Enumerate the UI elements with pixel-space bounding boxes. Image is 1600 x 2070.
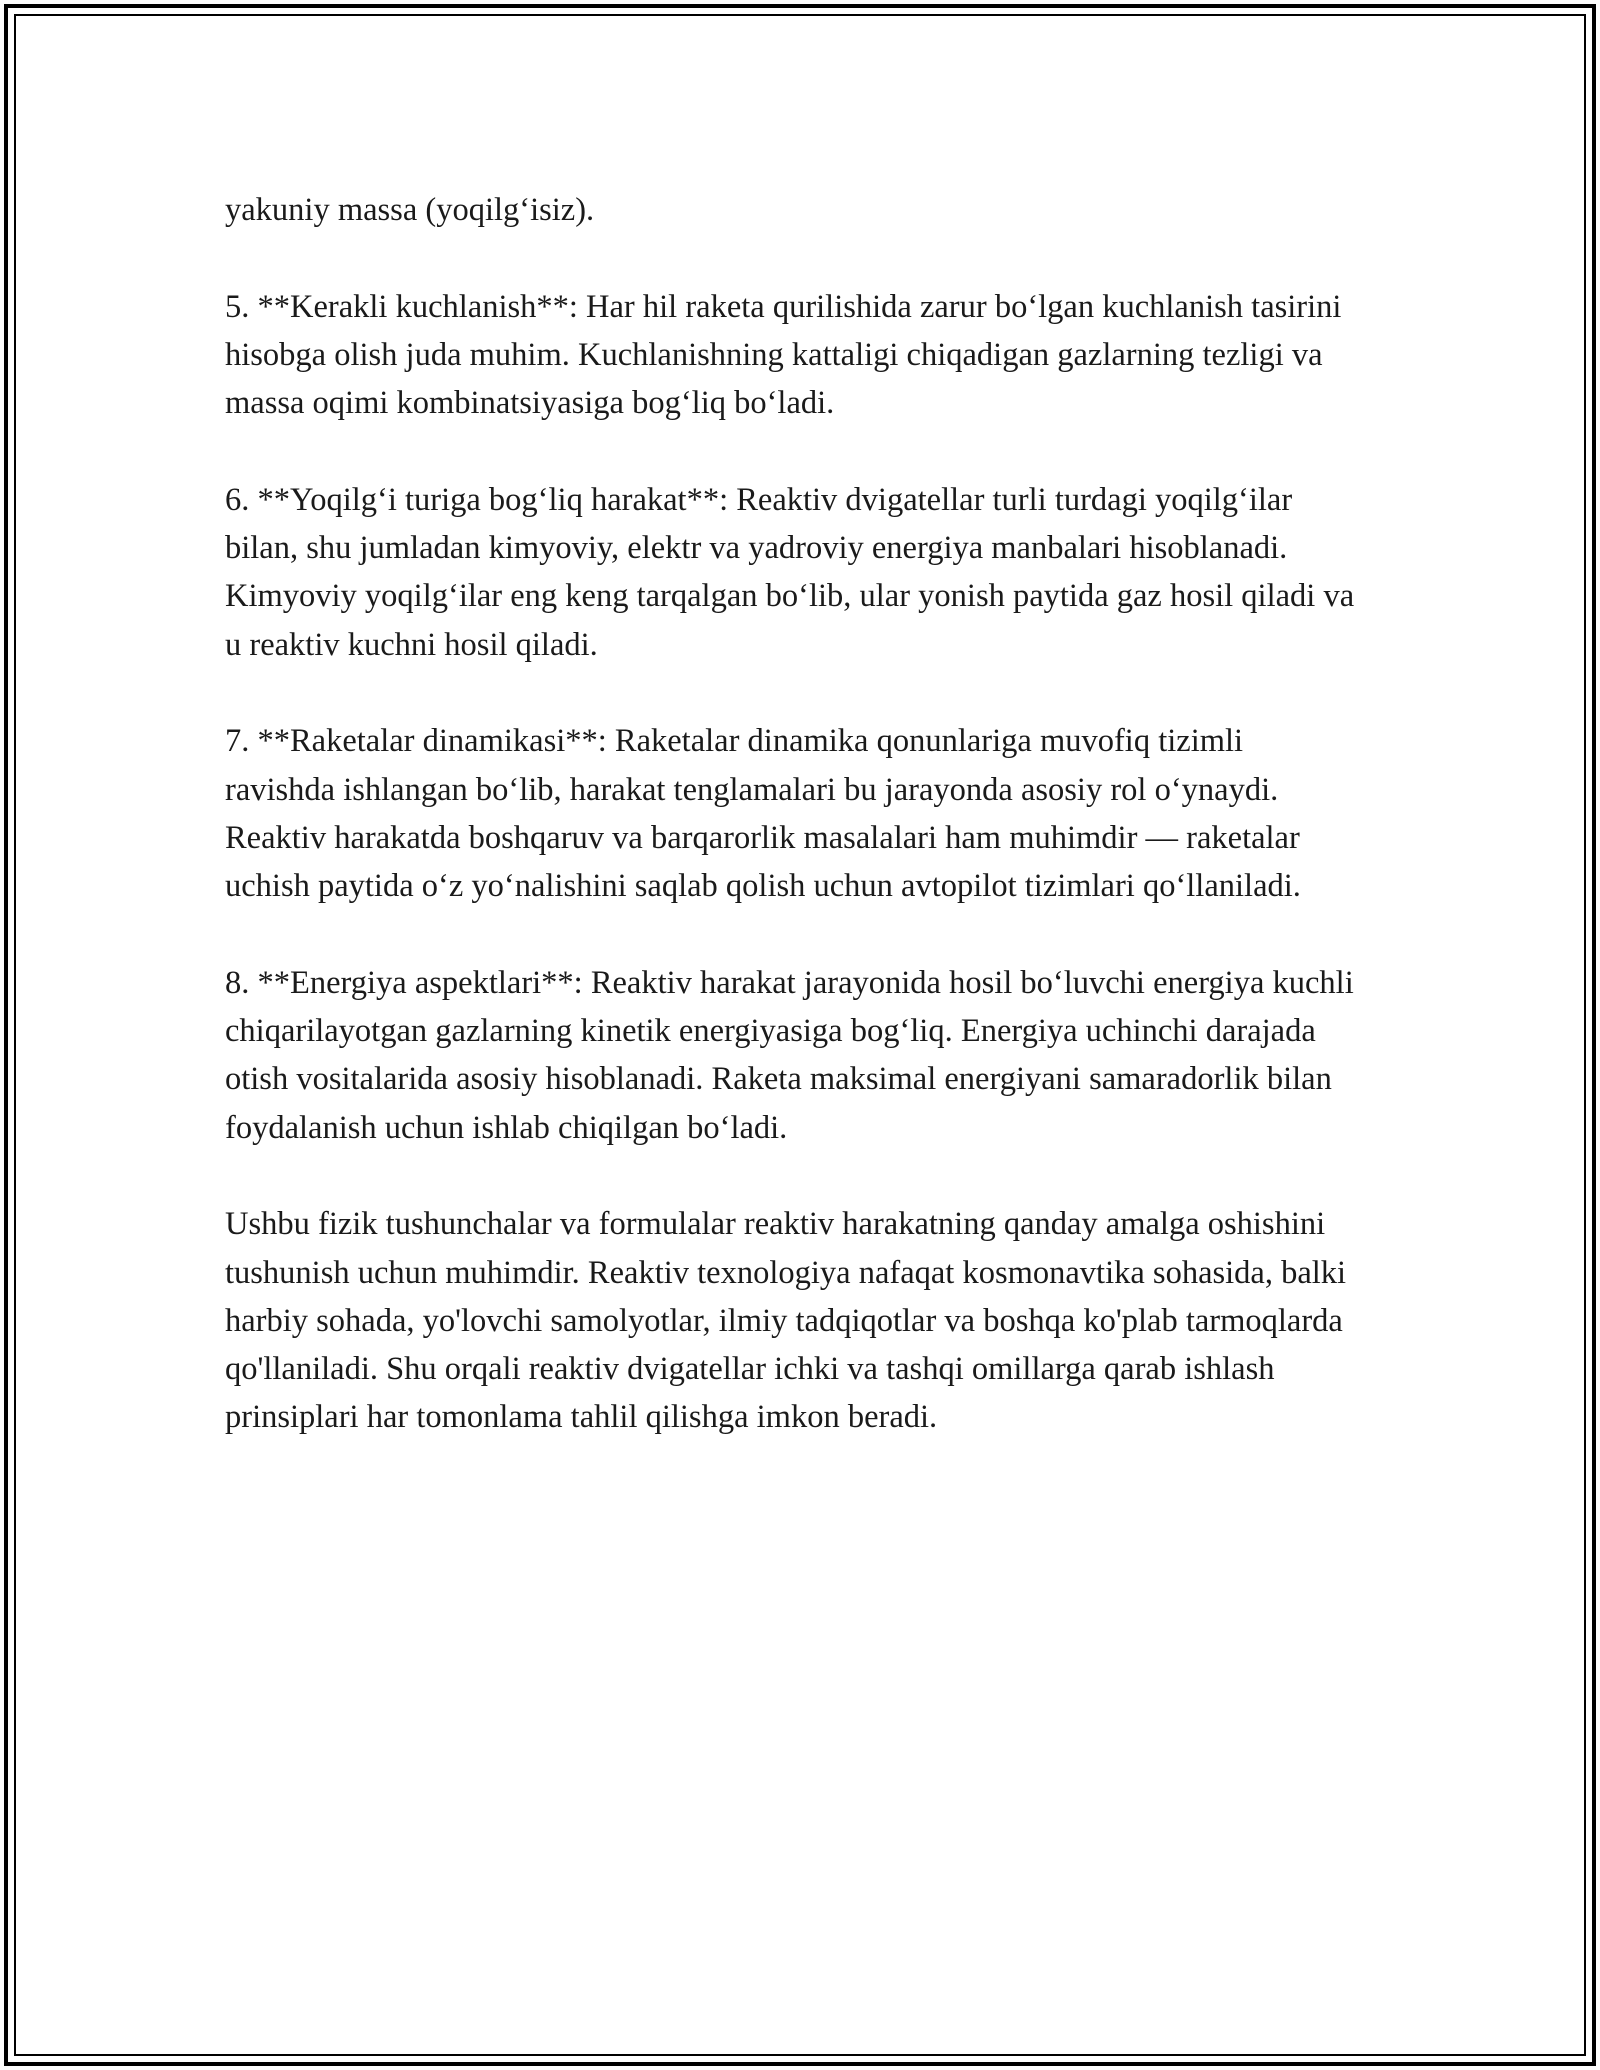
paragraph-item-7: 7. **Raketalar dinamikasi**: Raketalar dinamika qonunlariga muvofiq tizimli ravishda ishlangan bo‘lib, harakat tenglamalari bu jarayonda asosiy rol o‘ynaydi. Reaktiv harakatda boshqaruv va barqarorlik masalalari ham muhimdir — raketalar uchish paytida o‘z yo‘nalishini saqlab qolish uchun avtopilot tizimlari qo‘llaniladi. <box>225 723 1301 905</box>
paragraph-item-8: 8. **Energiya aspektlari**: Reaktiv harakat jarayonida hosil bo‘luvchi energiya kuchli chiqarilayotgan gazlarning kinetik energiyasiga bog‘liq. Energiya uchinchi darajada otish vositalarida asosiy hisoblanadi. Raketa maksimal energiyani samaradorlik bilan foydalanish uchun ishlab chiqilgan bo‘ladi. <box>225 964 1354 1146</box>
paragraph-continuation: yakuniy massa (yoqilg‘isiz). <box>225 192 595 228</box>
paragraph-item-5: 5. **Kerakli kuchlanish**: Har hil raketa qurilishida zarur bo‘lgan kuchlanish tasirini hisobga olish juda muhim. Kuchlanishning kattaligi chiqadigan gazlarning tezligi va massa oqimi kombinatsiyasiga bog‘liq bo‘ladi. <box>225 288 1342 422</box>
document-body <box>225 186 1360 1442</box>
paragraph-conclusion: Ushbu fizik tushunchalar va formulalar reaktiv harakatning qanday amalga oshishini tushunish uchun muhimdir. Reaktiv texnologiya nafaqat kosmonavtika sohasida, balki harbiy sohada, yo'lovchi samolyotlar, ilmiy tadqiqotlar va boshqa ko'plab tarmoqlarda qo'llaniladi. Shu orqali reaktiv dvigatellar ichki va tashqi omillarga qarab ishlash prinsiplari har tomonlama tahlil qilishga imkon beradi. <box>225 1206 1347 1436</box>
paragraph-item-6: 6. **Yoqilg‘i turiga bog‘liq harakat**: Reaktiv dvigatellar turli turdagi yoqilg‘ilar bilan, shu jumladan kimyoviy, elektr va yadroviy energiya manbalari hisoblanadi. Kimyoviy yoqilg‘ilar eng keng tarqalgan bo‘lib, ular yonish paytida gaz hosil qiladi va u reaktiv kuchni hosil qiladi. <box>225 481 1355 663</box>
